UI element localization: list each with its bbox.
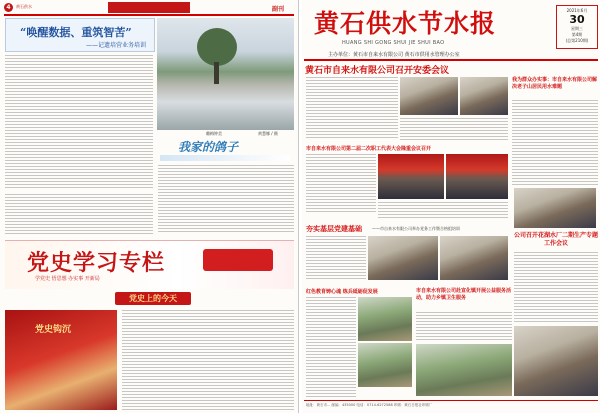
poem-decoration: [160, 155, 290, 161]
feature-subtitle: ——记遗培营业务培训: [85, 42, 146, 49]
date-year: 2021年6月: [566, 8, 588, 13]
left-page: [0, 0, 299, 413]
footer-text: 地址：黄石市... 邮编：435000 电话：0714-6272588 印刷：黄石日报社印刷厂: [306, 403, 433, 407]
history-banner: [5, 240, 294, 289]
poem-text: [158, 165, 294, 233]
issue-total: (总第210期): [565, 38, 589, 43]
side-photo-2: [514, 326, 598, 396]
photo-caption: 雕梅钟美: [206, 131, 222, 136]
sponsor-line: 主办单位：黄石市自来水有限公司 黄石市供用水管理办公室: [328, 52, 460, 58]
article-text-lower-left: [5, 194, 153, 234]
side-headline-2: 公司召开花湖水厂二期生产专题工作会议: [514, 232, 599, 247]
congress-article-text-2: [378, 202, 508, 220]
party-emblem-photo: [5, 310, 117, 410]
history-banner-sub: 学党史 悟思想 办实事 开新局: [35, 276, 100, 282]
lead-article-text: [306, 77, 398, 139]
feature-headline-box: [5, 18, 155, 52]
history-article-text: [122, 310, 294, 410]
side-photo: [514, 188, 596, 228]
education-headline: 红色教育铸心魂 练兵砥砺促发展: [306, 289, 378, 295]
party-photo-1: [368, 236, 438, 280]
masthead: 黄石供水节水报: [314, 9, 497, 38]
congress-photo-2: [446, 154, 508, 199]
congress-photo-1: [378, 154, 444, 199]
issue-number: 第4期: [571, 32, 583, 37]
party-subheadline: ——市自来水有限公司举办党务工作暨合格组培训: [372, 226, 460, 231]
bottom-right-photo: [416, 344, 512, 396]
right-page: [302, 0, 600, 413]
congress-article-text: [306, 154, 376, 214]
left-masthead-banner: [108, 2, 190, 13]
lead-article-text-2: [400, 118, 508, 142]
feature-article-text: [5, 55, 153, 190]
feature-title: “唤醒数据、重筑智苦”: [20, 26, 132, 39]
party-article-text: [306, 236, 366, 280]
date-day: 30: [569, 13, 585, 26]
left-masthead-small: 黄石供水: [16, 4, 32, 9]
side-article-text: [512, 100, 598, 186]
footer-rule: [304, 400, 598, 401]
congress-headline: 市自来水有限公司第二届二次职工代表大会隆重会议召开: [306, 146, 432, 152]
party-headline: 夯实基层党建基础: [306, 225, 362, 233]
tree-trunk: [214, 62, 219, 84]
history-caption-box: 党史上的今天: [115, 292, 191, 305]
history-banner-title: 党史学习专栏: [27, 250, 166, 276]
issue-date-box: [556, 5, 598, 49]
history-box-title: 党史钩沉: [35, 325, 72, 335]
lead-photo-1: [400, 77, 458, 115]
bottom-right-article-text: [416, 312, 512, 342]
education-photo-2: [358, 343, 412, 387]
centenary-logo: [203, 249, 273, 271]
photo-credit: 黄慧娜 / 摄: [258, 131, 278, 136]
lead-photo-2: [460, 77, 508, 115]
tree-silhouette: [197, 28, 237, 66]
party-photo-2: [440, 236, 508, 280]
left-header-rule: [4, 14, 294, 16]
page-number-badge: 4: [4, 3, 13, 12]
masthead-rule: [304, 59, 598, 61]
poem-title: 我家的鸽子: [178, 140, 239, 154]
section-label: 副刊: [272, 6, 285, 13]
education-article-text: [306, 297, 356, 397]
side-headline: 我为群众办实事：市自来水有限公司解决老子山居民用水难题: [512, 77, 598, 90]
bottom-right-headline: 市自来水有限公司赴宣化镇开展公益服务活动，助力乡镇卫生服务: [416, 288, 512, 301]
masthead-pinyin: HUANG SHI GONG SHUI JIE SHUI BAO: [342, 40, 445, 46]
landscape-photo: [157, 18, 294, 130]
lead-headline: 黄石市自来水有限公司召开安委会议: [305, 66, 450, 76]
education-photo-1: [358, 297, 412, 341]
side-article-text-2: [514, 252, 598, 322]
issue-week: 星期三: [571, 26, 583, 31]
